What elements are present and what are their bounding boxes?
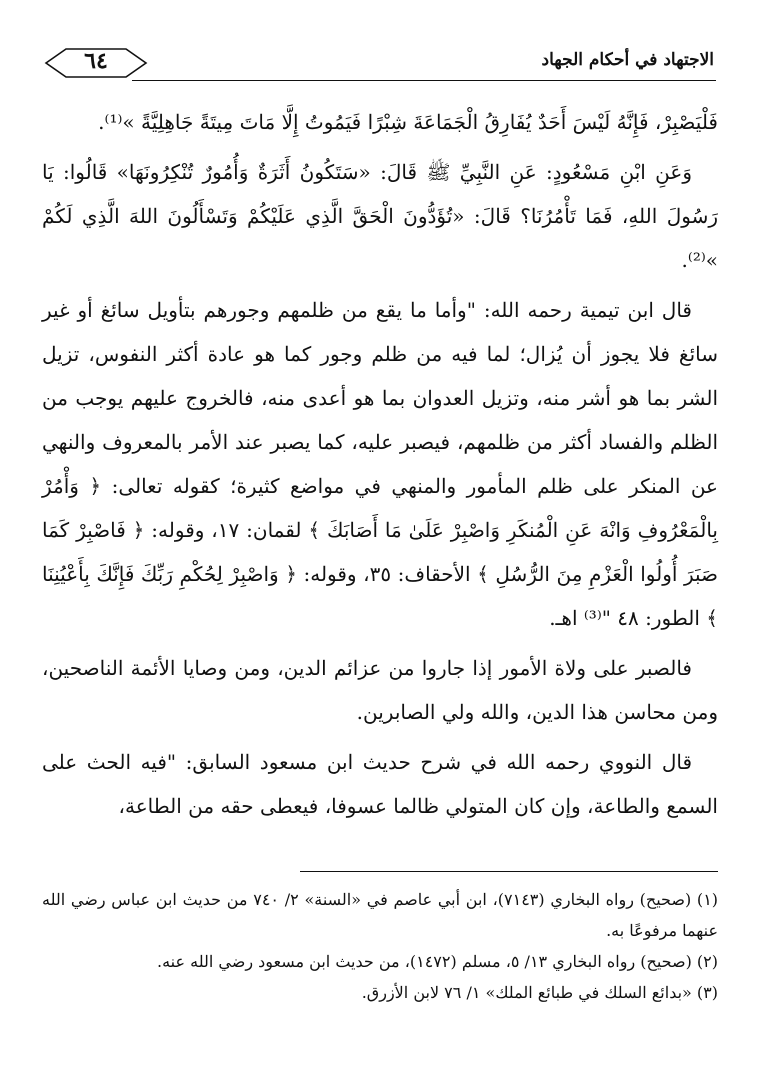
main-text: [42, 100, 718, 834]
footnotes: [42, 884, 718, 1008]
paragraph-nawawi: قال النووي رحمه الله في شرح حديث ابن مسعود السابق: "فيه الحث على السمع والطاعة، وإن كان المتولي ظالما عسوفا، فيعطى حقه من الطاعة،: [42, 750, 718, 818]
paragraph-hadith-end: فَلْيَصْبِرْ، فَإِنَّهُ لَيْسَ أَحَدٌ يُفَارِقُ الْجَمَاعَةَ شِبْرًا فَيَمُوتُ إِلَّا مَاتَ مِيتَةً جَاهِلِيَّةً »⁽¹⁾.: [98, 110, 718, 134]
running-header: [44, 40, 716, 86]
page-number-badge: [44, 40, 148, 86]
footnote-3: (٣) «بدائع السلك في طبائع الملك» ١/ ٧٦ لابن الأزرق.: [361, 983, 718, 1002]
book-title: الاجتهاد في أحكام الجهاد: [541, 50, 714, 70]
paragraph-patience: فالصبر على ولاة الأمور إذا جاروا من عزائم الدين، ومن وصايا الأئمة الناصحين، ومن محاسن هذا الدين، والله ولي الصابرين.: [42, 656, 718, 724]
paragraph-ibn-masud-hadith: وَعَنِ ابْنِ مَسْعُودٍ: عَنِ النَّبِيِّ ﷺ قَالَ: «سَتَكُونُ أَثَرَةٌ وَأُمُورٌ تُنْكِرُونَهَا» قَالُوا: يَا رَسُولَ اللهِ، فَمَا تَأْمُرُنَا؟ قَالَ: «تُؤَدُّونَ الْحَقَّ الَّذِي عَلَيْكُمْ وَتَسْأَلُونَ اللهَ الَّذِي لَكُمْ »⁽²⁾.: [42, 160, 718, 272]
footnote-2: (٢) (صحيح) رواه البخاري ١٣/ ٥، مسلم (١٤٧٢)، من حديث ابن مسعود رضي الله عنه.: [156, 952, 718, 971]
footnote-separator: [300, 871, 718, 872]
header-rule: [132, 80, 716, 81]
page-number: ٦٤: [84, 48, 108, 74]
footnote-1: (١) (صحيح) رواه البخاري (٧١٤٣)، ابن أبي عاصم في «السنة» ٢/ ٧٤٠ من حديث ابن عباس رضي الله عنهما مرفوعًا به.: [42, 890, 719, 940]
paragraph-ibn-taymiyyah: قال ابن تيمية رحمه الله: "وأما ما يقع من ظلمهم وجورهم بتأويل سائغ أو غير سائغ فلا يجوز أن يُزال؛ لما فيه من ظلم وجور كما هو عادة أكثر النفوس، تزيل الشر بما هو أشر منه، وتزيل العدوان بما هو أعدى منه، فالخروج عليهم يوجب من الظلم والفساد أكثر من ظلمهم، فيصبر عليه، كما يصبر عند الأمر بالمعروف والنهي عن المنكر على ظلم المأمور والمنهي في مواضع كثيرة؛ كقوله تعالى: ﴿ وَأْمُرْ بِالْمَعْرُوفِ وَانْهَ عَنِ الْمُنكَرِ وَاصْبِرْ عَلَىٰ مَا أَصَابَكَ ﴾ لقمان: ١٧، وقوله: ﴿ فَاصْبِرْ كَمَا صَبَرَ أُولُوا الْعَزْمِ مِنَ الرُّسُلِ ﴾ الأحقاف: ٣٥، وقوله: ﴿ وَاصْبِرْ لِحُكْمِ رَبِّكَ فَإِنَّكَ بِأَعْيُنِنَا ﴾ الطور: ٤٨ "⁽³⁾ اهـ.: [42, 298, 718, 630]
